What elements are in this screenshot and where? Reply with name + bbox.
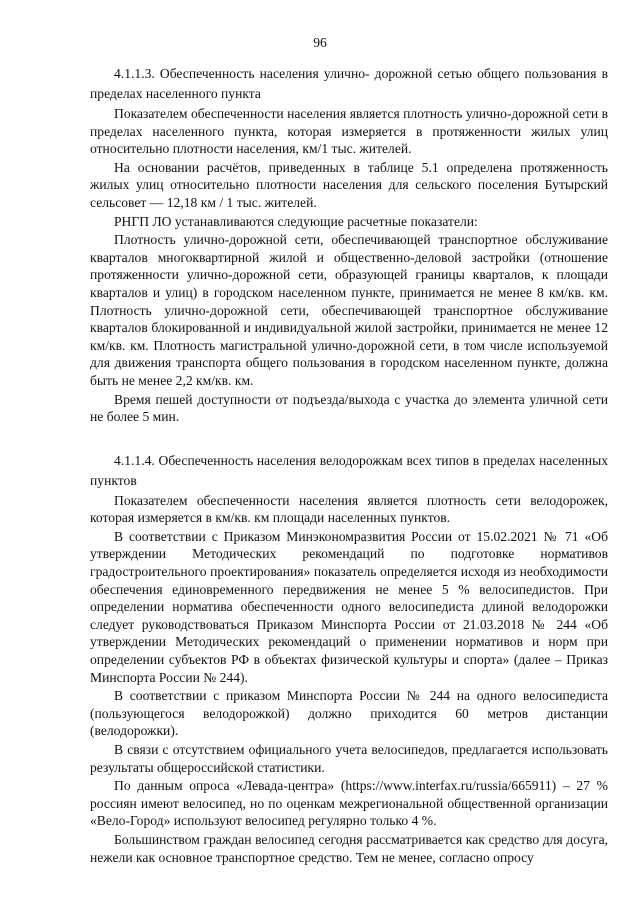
paragraph: Плотность улично-дорожной сети, обеспечивающей транспортное обслуживание кварталов многоквартирной жилой и общественно-деловой застройки (отношение протяженности улично-дорожной сети, образующей границы кварталов, к площади кварталов и улиц) в городском населенном пункте, принимается не менее 8 км/кв. км. Плотность улично-дорожной сети, обеспечивающей транспортное обслуживание кварталов блокированной и индивидуальной жилой застройки, принимается не менее 12 км/кв. км. Плотность магистральной улично-дорожной сети, в том числе используемой для движения транспорта общего пользования в городском населенном пункте, должна быть не менее 2,2 км/кв. км. bbox=[90, 232, 608, 388]
paragraph: На основании расчётов, приведенных в таблице 5.1 определена протяженность жилых улиц относительно плотности населения для сельского поселения Бутырский сельсовет — 12,18 км / 1 тыс. жителей. bbox=[90, 159, 608, 210]
paragraph: Время пешей доступности от подъезда/выхода с участка до элемента уличной сети не более 5 мин. bbox=[90, 391, 608, 425]
paragraph: РНГП ЛО устанавливаются следующие расчетные показатели: bbox=[114, 213, 478, 229]
page-number: 96 bbox=[313, 35, 327, 50]
paragraph: Показателем обеспеченности населения является плотность сети велодорожек, которая измеряется в км/кв. км площади населенных пунктов. bbox=[90, 492, 608, 526]
paragraph: В соответствии с Приказом Минэкономразвития России от 15.02.2021 № 71 «Об утверждении Методических рекомендаций по подготовке нормативов градостроительного проектирования» показатель определяется исходя из необходимости обеспечения единовременного передвижения не менее 5 % велосипедистов. При определении норматива обеспеченности одного велосипедиста длиной велодорожки следует руководствоваться Приказом Минспорта России от 21.03.2018 № 244 «Об утверждении Методических рекомендаций о применении нормативов и норм при определении субъектов РФ в объектах физической культуры и спорта» (далее – Приказ Минспорта России № 244). bbox=[90, 528, 608, 685]
paragraph: В соответствии с приказом Минспорта России № 244 на одного велосипедиста (пользующегося велодорожкой) должно приходится 60 метров дистанции (велодорожки). bbox=[90, 688, 608, 739]
paragraph: Показателем обеспеченности населения является плотность улично-дорожной сети в пределах населенного пункта, которая измеряется в протяженности жилых улиц относительно плотности населения, км/1 тыс. жителей. bbox=[90, 106, 608, 157]
section-heading-4-1-1-3: 4.1.1.3. Обеспеченность населения улично- дорожной сетью общего пользования в пределах населенного пункта bbox=[90, 66, 608, 101]
section-gap bbox=[90, 427, 608, 451]
page-content bbox=[90, 64, 608, 867]
paragraph: По данным опроса «Левада-центра» (https://www.interfax.ru/russia/665911) – 27 % россиян имеют велосипед, но по оценкам межрегиональной общественной организации «Вело-Город» используют велосипед регулярно только 4 %. bbox=[90, 778, 608, 829]
section-heading-4-1-1-4: 4.1.1.4. Обеспеченность населения велодорожкам всех типов в пределах населенных пунктов bbox=[90, 452, 608, 488]
paragraph: В связи с отсутствием официального учета велосипедов, предлагается использовать результаты общероссийской статистики. bbox=[90, 742, 608, 775]
paragraph: Большинством граждан велосипед сегодня рассматривается как средство для досуга, нежели как основное транспортное средство. Тем не менее, согласно опросу bbox=[90, 831, 608, 865]
